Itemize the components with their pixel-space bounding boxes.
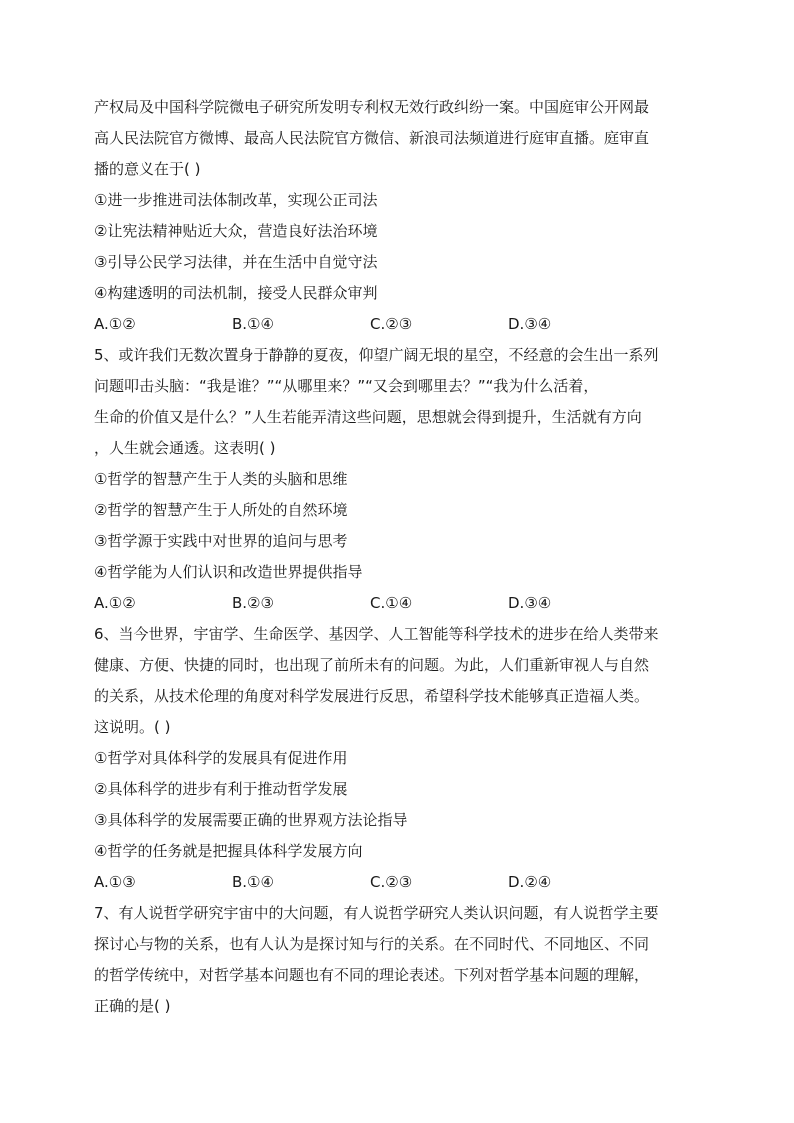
statement-3: ③具体科学的发展需要正确的世界观方法论指导 — [94, 811, 408, 829]
question-text-line: 高人民法院官方微博、最高人民法院官方微信、新浪司法频道进行庭审直播。庭审直 — [94, 129, 650, 147]
question-text-line: 5、或许我们无数次置身于静静的夏夜，仰望广阔无垠的星空，不经意的会生出一系列 — [94, 346, 659, 364]
option-b: B.①④ — [232, 315, 274, 333]
question-text-line: 播的意义在于( ) — [94, 160, 201, 178]
question-text-line: 7、有人说哲学研究宇宙中的大问题，有人说哲学研究人类认识问题，有人说哲学主要 — [94, 904, 659, 922]
option-d: D.③④ — [508, 594, 552, 612]
question-6 — [94, 619, 704, 898]
question-text-line: ，人生就会通透。这表明( ) — [94, 439, 276, 457]
question-text-line: 生命的价值又是什么？”人生若能弄清这些问题，思想就会得到提升，生活就有方向 — [94, 408, 642, 426]
option-d: D.③④ — [508, 315, 552, 333]
option-a: A.①② — [94, 594, 136, 612]
statement-4: ④哲学的任务就是把握具体科学发展方向 — [94, 842, 363, 860]
statement-4: ④哲学能为人们认识和改造世界提供指导 — [94, 563, 363, 581]
question-7 — [94, 898, 704, 1022]
option-a: A.①③ — [94, 873, 136, 891]
question-5 — [94, 340, 704, 619]
answer-options — [94, 867, 704, 898]
statement-1: ①进一步推进司法体制改革，实现公正司法 — [94, 191, 378, 209]
statement-2: ②具体科学的进步有利于推动哲学发展 — [94, 780, 348, 798]
question-continued — [94, 92, 704, 340]
answer-options — [94, 309, 704, 340]
statement-2: ②让宪法精神贴近大众，营造良好法治环境 — [94, 222, 378, 240]
statement-1: ①哲学对具体科学的发展具有促进作用 — [94, 749, 348, 767]
question-text-line: 问题叩击头脑：“我是谁？”“从哪里来？”“又会到哪里去？”“我为什么活着， — [94, 377, 599, 395]
statement-3: ③哲学源于实践中对世界的追问与思考 — [94, 532, 348, 550]
statement-3: ③引导公民学习法律，并在生活中自觉守法 — [94, 253, 378, 271]
option-a: A.①② — [94, 315, 136, 333]
option-b: B.①④ — [232, 873, 274, 891]
statement-2: ②哲学的智慧产生于人所处的自然环境 — [94, 501, 348, 519]
question-text-line: 正确的是( ) — [94, 997, 171, 1015]
question-text-line: 6、当今世界，宇宙学、生命医学、基因学、人工智能等科学技术的进步在给人类带来 — [94, 625, 659, 643]
option-c: C.②③ — [370, 315, 413, 333]
statement-1: ①哲学的智慧产生于人类的头脑和思维 — [94, 470, 348, 488]
page-content — [94, 92, 704, 1022]
question-text-line: 健康、方便、快捷的同时，也出现了前所未有的问题。为此，人们重新审视人与自然 — [94, 656, 650, 674]
statement-4: ④构建透明的司法机制，接受人民群众审判 — [94, 284, 378, 302]
question-text-line: 的哲学传统中，对哲学基本问题也有不同的理论表述。下列对哲学基本问题的理解， — [94, 966, 650, 984]
option-c: C.②③ — [370, 873, 413, 891]
answer-options — [94, 588, 704, 619]
question-text-line: 的关系，从技术伦理的角度对科学发展进行反思，希望科学技术能够真正造福人类。 — [94, 687, 650, 705]
option-b: B.②③ — [232, 594, 274, 612]
question-text-line: 这说明。( ) — [94, 718, 171, 736]
option-c: C.①④ — [370, 594, 413, 612]
question-text-line: 探讨心与物的关系，也有人认为是探讨知与行的关系。在不同时代、不同地区、不同 — [94, 935, 650, 953]
option-d: D.②④ — [508, 873, 552, 891]
question-text-line: 产权局及中国科学院微电子研究所发明专利权无效行政纠纷一案。中国庭审公开网最 — [94, 98, 650, 116]
